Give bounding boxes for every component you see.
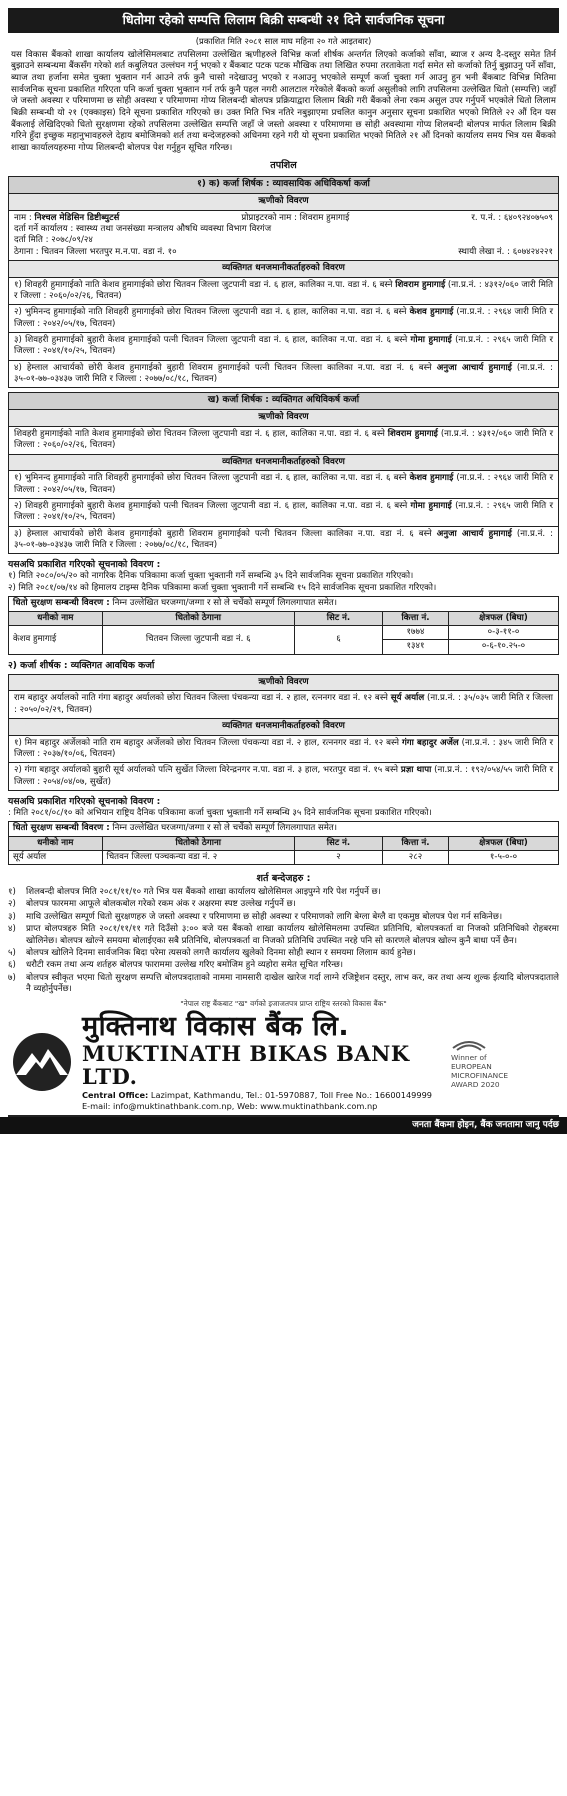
schedule-heading: तपशिल: [270, 159, 297, 171]
security-label: धितो सुरक्षण सम्बन्धी विवरण :: [13, 823, 110, 834]
borrower-heading: ऋणीको विवरण: [9, 194, 558, 211]
col-sheet: सिट नं.: [295, 836, 383, 850]
bank-logo-icon: [8, 1031, 76, 1093]
term-item: ५) बोलपत्र खोलिने दिनमा सार्वजनिक बिदा परेमा त्यसको लगत्तै कार्यालय खुलेको दिनमा सोही स्थान र समयमा लिलाम कार्य हुनेछ।: [8, 947, 416, 958]
firm-name: निश्चल मेडिसिन डिष्टीब्युटर्स: [34, 212, 120, 223]
intro-paragraph: यस विकास बैंकको शाखा कार्यालय खोलेसिमलबाट तपसिलमा उल्लेखित ऋणीहरुले विभिन्न कर्जा शीर्षक अन्तर्गत लिएको कर्जाको साँवा, ब्याज र अन्य दै-दस्तुर समेत तिर्न बुझाउने सम्बन्धमा बैंकसँग गरेको शर्त कबुलियत उल्लंघन गर्नु भएको र बैंकबाट पटक पटक मौखिक तथा लिखित रुपमा तरताकेता गर्दा समेत सो कर्जाको तिर्नु बुझाउनु पर्ने साँवा, ब्याज तथा हर्जाना समेत चुक्ता भुक्तान गर्न आउने तर्फ कुनै चासो नदेखाउनु भएको र नआउनु भएकोले सम्पूर्ण कर्जा चुक्ता गर्न आउनु हुन भनी बैंकबाट विभिन्न मितिमा सार्वजनिक सूचना प्रकाशित गरिएता पनि कर्जा चुक्ता भुक्तान गर्न तर्फ कुनै पहल नगरी आलटाल गरेकोले बैंकको कर्जा असुलीको लागि तपसिलमा उल्लेखित धितो (सम्पत्ति) जहाँ जे जस्तो अवस्था र परिमाणमा छ सोही अवस्था र परिमाणमा गोप्य शिलबन्दी बोलपत्र प्रक्रियाद्वारा लिलाम बिक्री गरी बैंकको लेना रकम असुल उपर गर्नुपर्ने भएकोले धितो लिलाम बिक्री सम्बन्धी यो २१ (एक्काइस) दिने सूचना प्रकाशित गरिएको छ। उक्त मिति भित्र नतिरे नबुझाएमा प्रचलित कानुन अनुसार सूचना प्रकाशित भएको मितिले २२ औं दिन यस बैंकलाई लेखिदिएको धितो सुरक्षणमा रहेको तपसिलमा उल्लेखित सम्पत्ति जहाँ जे जस्तो अवस्था र परिमाणमा छ सोही अवस्थामा गोप्य शिलबन्दी बोलपत्र मार्फत लिलाम बिक्री गरिने हुँदा इच्छुक महानुभावहरुले देहाय बमोजिमको शर्त तथा बन्देजहरुको अधिनमा रहने गरी यो सूचना प्रकाशित भएको मितिले २१ औं दिनको कार्यालय समय भित्र यस बैंकको शाखा कार्यालयहरुमा गोप्य शिलबन्दी बोलपत्र पेश गर्नुहुन सूचित गरिन्छ।: [11, 49, 556, 153]
col-location: धितोको ठेगाना: [102, 836, 295, 850]
term-item: ७) बोलपत्र स्वीकृत भएमा धितो सुरक्षण सम्पत्ति बोलपत्रदाताको नाममा नामसारी दाखेल खारेज गर्दा लाग्ने रजिष्ट्रेशन दस्तुर, लाभ कर, कर तथा अन्य शुल्क ईत्यादि बोलपत्रदाताले नै व्यहोर्नुपर्नेछ।: [8, 972, 559, 994]
previous-notice-1: १) मिति २०८०/०५/२० को नागरिक दैनिक पत्रिकामा कर्जा चुक्ता भुक्तानी गर्ने सम्बन्धि ३५ दिने सार्वजनिक सूचना प्रकाशित गरिएको।: [8, 571, 414, 582]
guarantor-name: केशव हुमागाई: [409, 307, 454, 318]
previous-notices-heading: यसअघि प्रकाशित गरिएको सूचनाको विवरण :: [8, 795, 161, 807]
table-row: सूर्य अर्याल चितवन जिल्ला पञ्चकन्या वडा नं. २ २ २८२ १-५-०-०: [9, 851, 559, 865]
terms-list: [8, 887, 559, 995]
guarantor-row: २) गंगा बहादुर अर्यालको बुहारी सूर्य अर्यालको पत्नि सुर्खेत जिल्ला विरेन्द्रनगर न.पा. वडा नं. ३ हाल, भरतपुर वडा नं. १५ बस्ने प्रज्ञा थापा (ना.प्र.नं. : १९२/०५४/५५ जारी मिति र जिल्ला : २०५४/०४/०७, सुर्खेत): [14, 765, 553, 787]
guarantor-row: १) शिवहरी हुमागाईको नाति केशव हुमागाईको छोरा चितवन जिल्ला जुटपानी वडा नं. ६ हाल, कालिका न.पा. वडा नं. ६ बस्ने शिवराम हुमागाई (ना.प्र.नं. : ४३१२/०६० जारी मिति र जिल्ला : २०६०/०२/२६, चितवन): [9, 278, 558, 306]
guarantor-heading: व्यक्तिगत धनजमानीकर्ताहरुको विवरण: [9, 455, 558, 472]
bank-tagline: जनता बैंकमा होइन, बैंक जनतामा जानु पर्दछ: [0, 1117, 567, 1135]
license-footnote: "नेपाल राष्ट्र बैंकबाट "ख" वर्गको इजाजतपत्र प्राप्त राष्ट्रिय स्तरको विकास बैंक": [180, 999, 387, 1009]
borrower-name: शिवराम हुमागाई: [387, 428, 438, 439]
guarantor-list-1b: [9, 471, 558, 553]
guarantor-row: १) मिन बहादुर अर्जेलको नाति राम बहादुर अर्जेलको छोरा चितवन जिल्ला पंचकन्या वडा नं. २ हाल, रत्ननगर वडा नं. १२ बस्ने गंगा बहादुर अर्जेल (ना.प्र.नं. : ३४५ जारी मिति र जिल्ला : २०३७/१०/०६, चितवन): [9, 736, 558, 764]
security-label: धितो सुरक्षण सम्बन्धी विवरण :: [13, 598, 110, 609]
term-item: ६) धरौटी रकम तथा अन्य शर्तहरु बोलपत्र फाराममा उल्लेख गरिए बमोजिम हुने व्यहोरा समेत सूचित गरिन्छ।: [8, 960, 344, 971]
table-row: १३४१ ०-६-१०.२५-०: [9, 640, 559, 654]
bank-name-nepali: मुक्तिनाथ विकास बैंक लि.: [82, 1010, 350, 1042]
borrower-details: शिवहरी हुमागाईको नाति केशव हुमागाईको छोरा चितवन जिल्ला जुटपानी वडा नं. ६ हाल, कालिका न.पा. वडा नं. ६ बस्ने शिवराम हुमागाई (ना.प्र.नं. : ४३१२/०६० जारी मिति र जिल्ला : २०६०/०२/२६, चितवन): [9, 427, 558, 455]
borrower-name: सूर्य अर्याल: [390, 693, 425, 704]
bank-name-english: MUKTINATH BIKAS BANK LTD.: [82, 1040, 410, 1089]
col-kitta: कित्ता नं.: [383, 611, 449, 625]
notice-title: धितोमा रहेको सम्पत्ति लिलाम बिक्री सम्बन्धी २१ दिने सार्वजनिक सूचना: [8, 8, 559, 33]
email-web: E-mail: info@muktinathbank.com.np, Web: www.muktinathbank.com.np: [82, 1100, 378, 1111]
borrower-details: [9, 211, 558, 261]
loan-title-1a: १) क) कर्जा शिर्षक : व्यावसायिक अधिविकर्षा कर्जा: [9, 177, 558, 194]
borrower-details: राम बहादुर अर्यालको नाति गंगा बहादुर अर्यालको छोरा चितवन जिल्ला पंचकन्या वडा नं. २ हाल, रत्ननगर वडा नं. १२ बस्ने सूर्य अर्याल (ना.प्र.नं. : ३५/०३५ जारी मिति र जिल्ला : २०५०/०२/२९, चितवन): [9, 691, 558, 719]
bank-footer: [8, 1012, 559, 1117]
proprietor: प्रोप्राइटरको नाम : शिवराम हुमागाई: [241, 212, 350, 223]
guarantor-name: शिवराम हुमागाई: [395, 279, 446, 290]
pan-number: र. प.नं. : ६४०९२४०७५०९: [471, 212, 553, 223]
previous-notices-heading: यसअघि प्रकाशित गरिएको सूचनाको विवरण :: [8, 559, 161, 571]
guarantor-row: ४) हेम्लाल आचार्यको छोरी केशव हुमागाईको बुहारी शिवराम हुमागाईको पत्नी चितवन जिल्ला कालिका न.पा. वडा नं. ६ बस्ने अनुजा आचार्य हुमागाई (ना.प्र.नं. : ३५-०१-७७-०३४३७ जारी मिति र जिल्ला : २०७७/०८/१८, चितवन): [14, 362, 554, 385]
award-icon: [451, 1034, 487, 1052]
registration-date: दर्ता मिति : २०७८/०९/२४: [14, 235, 93, 246]
publication-date: (प्रकाशित मिति २०८१ साल माघ महिना २० गते आइतबार): [195, 35, 372, 46]
borrower-heading: ऋणीको विवरण: [9, 675, 558, 692]
loan-section-1b: [8, 392, 559, 554]
guarantor-name: गंगा बहादुर अर्जेल: [401, 737, 459, 748]
loan-section-2: [8, 674, 559, 791]
guarantor-row: ३) शिवहरी हुमागाईको बुहारी केशव हुमागाईको पत्नी चितवन जिल्ला जुटपानी वडा नं. ६ हाल, कालिका न.पा. वडा नं. ६ बस्ने गोमा हुमागाई (ना.प्र.नं. : २९६५ जारी मिति र जिल्ला : २०४१/१०/२५, चितवन): [9, 333, 558, 361]
term-item: ४) प्राप्त बोलपत्रहरु मिति २०८१/११/११ गते दिउँसो ३:०० बजे यस बैंकको शाखा कार्यालय खोलेसिमलमा उपस्थित प्रतिनिधि, बोलपत्रकर्ता वा निजको प्रतिनिधिको रोहबरमा खोलिनेछ। बोलपत्र खोल्ने समयमा बोलाईएका सबै प्रतिनिधि, बोलपत्रकर्ता वा निजको प्रतिनिधि उपस्थित नरहे पनि सो कारणले बोलपत्र खोल्न कुनै बाधा पर्ने छैन।: [8, 924, 559, 946]
guarantor-name: अनुजा आचार्य हुमागाई: [436, 528, 512, 539]
loan-title-2: २) कर्जा शीर्षक : व्यक्तिगत आवधिक कर्जा: [8, 659, 155, 671]
loan-title-1b: ख) कर्जा शिर्षक : व्यक्तिगत अधिविकर्ष कर्जा: [9, 393, 558, 410]
permanent-account: स्थायी लेखा नं. : ६०७४२४२२१: [458, 246, 553, 257]
col-location: धितोको ठेगाना: [102, 611, 295, 625]
guarantor-heading: व्यक्तिगत धनजमानीकर्ताहरुको विवरण: [9, 261, 558, 278]
term-item: १) शिलबन्दी बोलपत्र मिति २०८१/११/१० गते भित्र यस बैंकको शाखा कार्यालय खोलेसिमल आइपुग्ने गरि पेश गर्नुपर्ने छ।: [8, 887, 381, 898]
guarantor-row: १) भुमिनन्द हुमागाईको नाति शिवहरी हुमागाईको छोरा चितवन जिल्ला जुटपानी वडा नं. ६ हाल, कालिका न.पा. वडा नं. ६ बस्ने केशव हुमागाई (ना.प्र.नं. : २९६४ जारी मिति र जिल्ला : २०४२/०५/१७, चितवन): [9, 471, 558, 499]
term-item: २) बोलपत्र फारममा आफूले बोलकबोल गरेको रकम अंक र अक्षरमा स्पष्ट उल्लेख गर्नुपर्ने छ।: [8, 899, 296, 910]
name-label: नाम :: [14, 212, 35, 223]
col-area: क्षेत्रफल (बिघा): [449, 836, 559, 850]
loan-section-1a: [8, 176, 559, 388]
collateral-table-1: [8, 596, 559, 654]
guarantor-heading: व्यक्तिगत धनजमानीकर्ताहरुको विवरण: [9, 719, 558, 736]
col-kitta: कित्ता नं.: [383, 836, 449, 850]
previous-notice-2: २) मिति २०८१/०७/१४ को हिमालय टाइम्स दैनिक पत्रिकामा कर्जा चुक्ता भुक्तानी गर्ने सम्बन्धि १५ दिने सार्वजनिक सूचना प्रकाशित गरिएको।: [8, 582, 437, 593]
guarantor-name: केशव हुमागाई: [409, 473, 454, 484]
guarantor-name: अनुजा आचार्य हुमागाई: [436, 362, 512, 373]
table-row: केशव हुमागाई चितवन जिल्ला जुटपानी वडा नं. ६ ६ १७७४ ०-३-११-०: [9, 625, 559, 639]
registration-office: दर्ता गर्ने कार्यालय : स्वास्थ्य तथा जनसंख्या मन्त्रालय औषधि व्यवस्था विभाग विरगंज: [14, 224, 272, 235]
award-badge: Winner of EUROPEAN MICROFINANCE AWARD 2020: [447, 1034, 559, 1090]
guarantor-row: २) भुमिनन्द हुमागाईको नाति शिवहरी हुमागाईको छोरा चितवन जिल्ला जुटपानी वडा नं. ६ हाल, कालिका न.पा. वडा नं. ६ बस्ने केशव हुमागाई (ना.प्र.नं. : २९६४ जारी मिति र जिल्ला : २०४२/०५/१७, चितवन): [9, 305, 558, 333]
borrower-heading: ऋणीको विवरण: [9, 410, 558, 427]
collateral-table-2: [8, 821, 559, 865]
guarantor-name: गोमा हुमागाई: [410, 335, 452, 346]
term-item: ३) माथि उल्लेखित सम्पूर्ण धितो सुरक्षणहरु जे जस्तो अवस्था र परिमाणमा छ सोही अवस्था र परिमाणको लागि बेग्ला बेग्लै वा एकमुष्ठ बोलपत्र पेश गर्न सकिनेछ।: [8, 911, 503, 922]
security-text: निम्न उल्लेखित घरजग्गा/जग्गा र सो ले चर्चेको सम्पूर्ण लिगलगापात समेत।: [109, 823, 338, 834]
guarantor-name: गोमा हुमागाई: [410, 500, 452, 511]
col-owner: धनीको नाम: [9, 836, 103, 850]
guarantor-row: ३) हेम्लाल आचार्यको छोरी केशव हुमागाईको बुहारी शिवराम हुमागाईको पत्नी चितवन जिल्ला कालिका न.पा. वडा नं. ६ बस्ने अनुजा आचार्य हुमागाई (ना.प्र.नं. : ३५-०१-७७-०३४३७ जारी मिति र जिल्ला : २०७७/०८/१८, चितवन): [14, 528, 554, 550]
central-office: Central Office: Lazimpat, Kathmandu, Tel.: 01-5970887, Toll Free No.: 16600149999: [82, 1089, 432, 1100]
col-sheet: सिट नं.: [295, 611, 383, 625]
col-area: क्षेत्रफल (बिघा): [449, 611, 559, 625]
firm-address: ठेगाना : चितवन जिल्ला भरतपुर म.न.पा. वडा नं. १०: [14, 246, 177, 257]
previous-notice-3: : मिति २०८१/०८/१० को अभियान राष्ट्रिय दैनिक पत्रिकामा कर्जा चुक्ता भुक्तानी गर्ने सम्बन्धि ३५ दिने सार्वजनिक सूचना प्रकाशित गरिएको।: [8, 808, 432, 819]
security-text: निम्न उल्लेखित घरजग्गा/जग्गा र सो ले चर्चेको सम्पूर्ण लिगलगापात समेत।: [109, 598, 338, 609]
col-owner: धनीको नाम: [9, 611, 103, 625]
guarantor-list-2: [9, 736, 558, 790]
guarantor-row: २) शिवहरी हुमागाईको बुहारी केशव हुमागाईको पत्नी चितवन जिल्ला जुटपानी वडा नं. ६ हाल, कालिका न.पा. वडा नं. ६ बस्ने गोमा हुमागाई (ना.प्र.नं. : २९६५ जारी मिति र जिल्ला : २०४१/१०/२५, चितवन): [9, 499, 558, 527]
terms-heading: शर्त बन्देजहरु :: [256, 873, 311, 885]
guarantor-name: प्रज्ञा थापा: [400, 765, 432, 776]
guarantor-list-1a: [9, 278, 558, 388]
